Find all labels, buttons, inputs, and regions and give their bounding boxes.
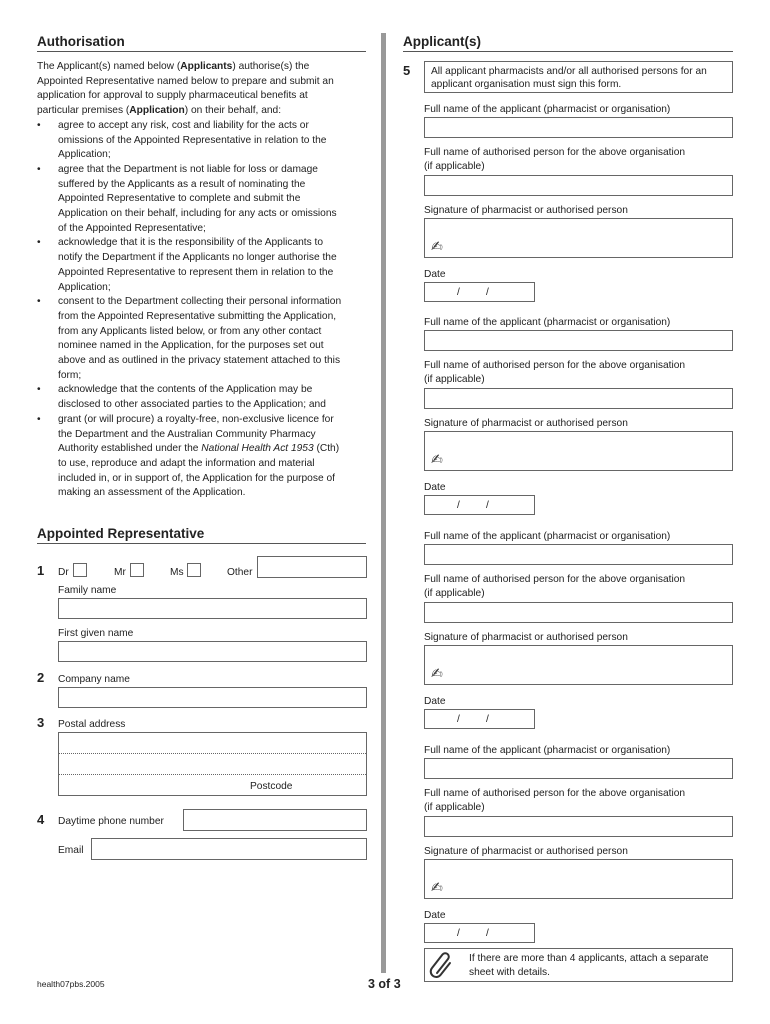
question-number-5: 5 [403, 63, 411, 78]
authorised-person-input[interactable] [424, 388, 733, 409]
date-label: Date [424, 910, 446, 921]
phone-input[interactable] [183, 809, 367, 831]
date-separator: / [457, 500, 460, 511]
date-input[interactable] [424, 923, 535, 943]
first-name-label: First given name [58, 628, 134, 639]
address-line-divider [59, 774, 366, 775]
title-ms-checkbox[interactable] [187, 563, 201, 577]
applicants-heading: Applicant(s) [403, 34, 482, 49]
date-input[interactable] [424, 709, 535, 729]
date-separator: / [486, 287, 489, 298]
applicant-full-name-input[interactable] [424, 330, 733, 351]
intro-line: particular premises (Application) on their behalf, and: [37, 105, 282, 117]
date-separator: / [486, 928, 489, 939]
title-ms-label: Ms [170, 567, 184, 578]
question-number-4: 4 [37, 812, 45, 827]
postcode-label: Postcode [250, 781, 293, 792]
bullet-item: • acknowledge that it is the responsibility of the Applicants to notify the Department if the Applicants no longer authorise the Appointed Representative to represent them in relation to the Application; [37, 236, 372, 295]
more-applicants-note: If there are more than 4 applicants, attach a separate sheet with details. [424, 948, 733, 982]
date-separator: / [457, 928, 460, 939]
bullet-item: • consent to the Department collecting their personal information from the Appointed Representative submitting the Application, from any Applicants listed below, or from any other contact nominee named in the Application, for the purposes set out above and as outlined in the privacy statement attached to this form; [37, 295, 372, 383]
first-name-input[interactable] [58, 641, 367, 662]
email-label: Email [58, 845, 84, 856]
title-mr-checkbox[interactable] [130, 563, 144, 577]
postal-address-input[interactable] [58, 732, 367, 796]
family-name-label: Family name [58, 585, 117, 596]
form-code: health07pbs.2005 [37, 979, 105, 989]
date-label: Date [424, 269, 446, 280]
authorised-person-label-suffix: (if applicable) [424, 802, 485, 813]
signature-label: Signature of pharmacist or authorised person [424, 632, 628, 643]
intro-line: The Applicant(s) named below (Applicants) authorise(s) the [37, 61, 310, 72]
title-other-label: Other [227, 567, 253, 578]
signature-box[interactable] [424, 859, 733, 899]
date-label: Date [424, 482, 446, 493]
applicant-full-name-label: Full name of the applicant (pharmacist or organisation) [424, 745, 671, 756]
page-number: 3 of 3 [368, 977, 401, 991]
applicant-full-name-input[interactable] [424, 544, 733, 565]
authorised-person-input[interactable] [424, 816, 733, 837]
authorised-person-input[interactable] [424, 175, 733, 196]
signature-box[interactable] [424, 431, 733, 471]
email-input[interactable] [91, 838, 367, 860]
pen-signature-icon: ✍ [431, 666, 443, 682]
bullet-item: • agree that the Department is not liable for loss or damage suffered by the Applicants as a result of nominating the Appointed Representative to complete and submit the Application on their behalf, including for any acts or omissions of the Appointed Representative; [37, 163, 372, 237]
date-separator: / [486, 714, 489, 725]
authorised-person-label-suffix: (if applicable) [424, 374, 485, 385]
applicants-rule [403, 51, 733, 52]
title-dr-label: Dr [58, 567, 69, 578]
signature-box[interactable] [424, 645, 733, 685]
question-number-1: 1 [37, 563, 45, 578]
pen-signature-icon: ✍ [431, 880, 443, 896]
appointed-rep-rule [37, 543, 366, 544]
company-name-input[interactable] [58, 687, 367, 708]
title-other-input[interactable] [257, 556, 367, 578]
applicant-full-name-input[interactable] [424, 758, 733, 779]
authorised-person-label-suffix: (if applicable) [424, 161, 485, 172]
intro-line: application for approval to supply pharmaceutical benefits at [37, 90, 308, 102]
pen-signature-icon: ✍ [431, 239, 443, 255]
date-input[interactable] [424, 282, 535, 302]
postal-address-label: Postal address [58, 719, 126, 730]
pen-signature-icon: ✍ [431, 452, 443, 468]
bullet-item: • acknowledge that the contents of the Application may be disclosed to other associated parties to the Application; and [37, 383, 372, 412]
authorised-person-label: Full name of authorised person for the above organisation [424, 788, 686, 799]
applicants-note-box: All applicant pharmacists and/or all authorised persons for an applicant organisation must sign this form. [424, 61, 733, 93]
signature-label: Signature of pharmacist or authorised person [424, 846, 628, 857]
bullet-item: • agree to accept any risk, cost and liability for the acts or omissions of the Appointed Representative in relation to the Application; [37, 119, 372, 163]
date-separator: / [457, 287, 460, 298]
paperclip-icon [429, 951, 455, 979]
authorisation-heading: Authorisation [37, 34, 125, 49]
authorisation-rule [37, 51, 366, 52]
applicant-full-name-label: Full name of the applicant (pharmacist or organisation) [424, 104, 671, 115]
applicant-full-name-input[interactable] [424, 117, 733, 138]
applicant-full-name-label: Full name of the applicant (pharmacist or organisation) [424, 317, 671, 328]
act-name: National Health Act 1953 [201, 443, 314, 455]
appointed-rep-heading: Appointed Representative [37, 526, 205, 541]
authorised-person-input[interactable] [424, 602, 733, 623]
date-separator: / [457, 714, 460, 725]
phone-label: Daytime phone number [58, 816, 164, 827]
date-label: Date [424, 696, 446, 707]
signature-box[interactable] [424, 218, 733, 258]
title-dr-checkbox[interactable] [73, 563, 87, 577]
authorisation-text [37, 60, 372, 501]
authorised-person-label: Full name of authorised person for the above organisation [424, 574, 686, 585]
authorised-person-label: Full name of authorised person for the above organisation [424, 360, 686, 371]
signature-label: Signature of pharmacist or authorised person [424, 418, 628, 429]
column-divider [381, 33, 386, 973]
family-name-input[interactable] [58, 598, 367, 619]
question-number-3: 3 [37, 715, 45, 730]
signature-label: Signature of pharmacist or authorised person [424, 205, 628, 216]
intro-line: Appointed Representative named below to prepare and submit an [37, 75, 334, 87]
applicant-full-name-label: Full name of the applicant (pharmacist or organisation) [424, 531, 671, 542]
title-mr-label: Mr [114, 567, 126, 578]
authorised-person-label: Full name of authorised person for the above organisation [424, 147, 686, 158]
authorisation-bullets [37, 119, 372, 501]
date-input[interactable] [424, 495, 535, 515]
date-separator: / [486, 500, 489, 511]
address-line-divider [59, 753, 366, 754]
bullet-item: • grant (or will procure) a royalty-free, non-exclusive licence for the Department and the Australian Community Pharmacy Authority established under the National Health Act 1953 (Cth) to use, reproduce and adapt the information and material included in, or in support of, the Application for the purpose of making an assessment of the Application. [37, 413, 372, 501]
authorised-person-label-suffix: (if applicable) [424, 588, 485, 599]
question-number-2: 2 [37, 670, 45, 685]
company-name-label: Company name [58, 674, 130, 685]
